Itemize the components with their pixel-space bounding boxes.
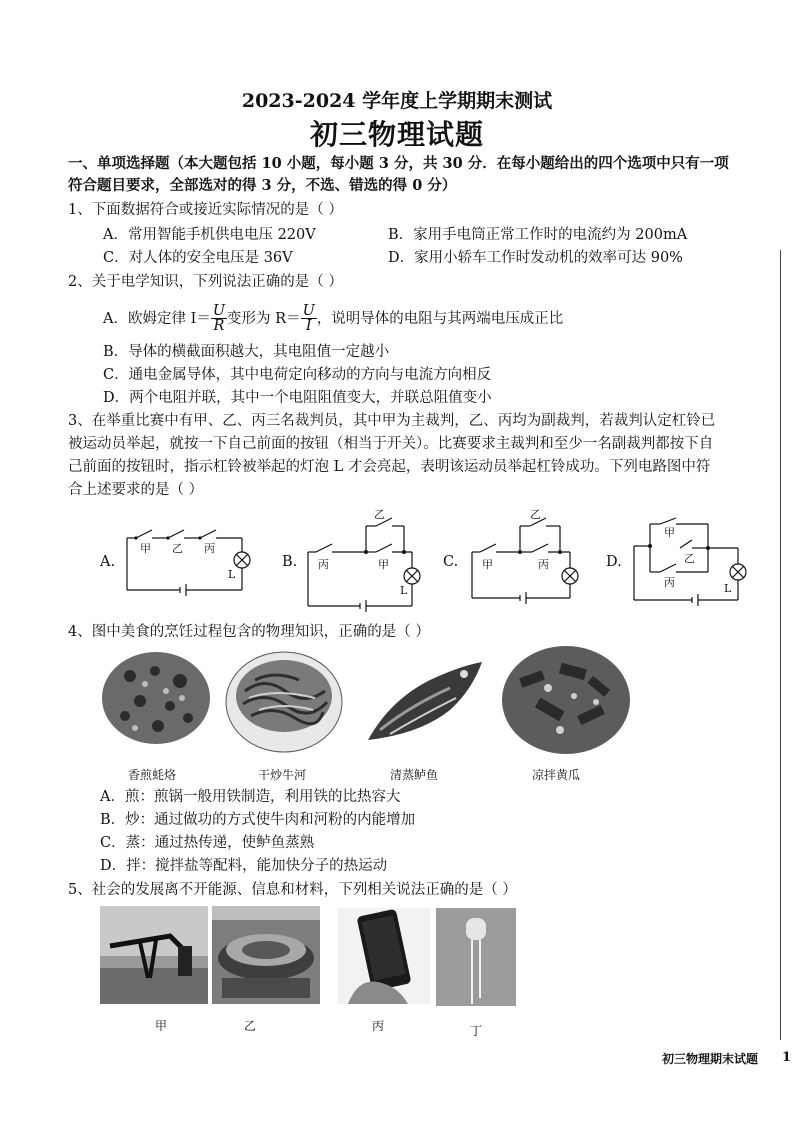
circuit-a-lamp: L bbox=[228, 568, 236, 581]
q5-caption-ding: 丁 bbox=[470, 1024, 483, 1038]
q5-caption-yi: 乙 bbox=[244, 1019, 257, 1033]
q4-option-b: B．炒：通过做功的方式使牛肉和河粉的内能增加 bbox=[100, 812, 416, 828]
page-title: 初三物理试题 bbox=[309, 118, 484, 151]
circuit-c-label: C. bbox=[443, 554, 459, 570]
frac2-num: U bbox=[302, 303, 315, 319]
q5-caption-jia: 甲 bbox=[155, 1019, 168, 1033]
q1-option-b: B．家用手电筒正常工作时的电流约为 200mA bbox=[388, 227, 688, 243]
circuit-d-yi: 乙 bbox=[684, 552, 695, 565]
page-number: 1 bbox=[782, 1050, 792, 1065]
q4-stem: 4、图中美食的烹饪过程包含的物理知识，正确的是（ ） bbox=[68, 624, 430, 640]
q2-option-b: B．导体的横截面积越大，其电阻值一定越小 bbox=[103, 344, 390, 360]
circuit-b-bing: 丙 bbox=[318, 558, 329, 571]
q1-option-a: A．常用智能手机供电电压 220V bbox=[103, 227, 316, 243]
circuit-d-jia: 甲 bbox=[664, 526, 675, 539]
circuit-c-bing: 丙 bbox=[538, 558, 549, 571]
circuit-d-bing: 丙 bbox=[664, 576, 675, 589]
q3-line2: 被运动员举起，就按一下自己前面的按钮（相当于开关）。比赛要求主裁判和至少一名副裁判都按下自 bbox=[68, 436, 714, 452]
circuit-a-yi: 乙 bbox=[172, 542, 183, 555]
circuit-diagram-a bbox=[122, 518, 262, 598]
q2-option-d: D．两个电阻并联，其中一个电阻阻值变大，并联总阻值变小 bbox=[103, 390, 492, 406]
circuit-b-label: B. bbox=[282, 554, 298, 570]
food-photo-steamed-fish bbox=[360, 650, 488, 750]
frac1-num: U bbox=[212, 303, 226, 319]
circuit-diagram-b bbox=[300, 506, 440, 612]
exam-header: 2023-2024 学年度上学期期末测试 bbox=[241, 90, 553, 112]
circuit-c-jia: 甲 bbox=[482, 558, 493, 571]
circuit-a-label: A. bbox=[100, 554, 116, 570]
circuit-a-bing: 丙 bbox=[204, 542, 215, 555]
q2-option-a-pre: A．欧姆定律 I＝ bbox=[103, 310, 211, 327]
q2-fraction-resistance bbox=[301, 304, 317, 333]
q3-line3: 己前面的按钮时，指示杠铃被举起的灯泡 L 才会亮起，表明该运动员举起杠铃成功。下列电路图中符 bbox=[68, 459, 711, 475]
page-edge-line bbox=[780, 250, 781, 1040]
food-caption-1: 香煎蚝烙 bbox=[128, 768, 177, 782]
q2-option-a bbox=[103, 304, 563, 333]
food-photo-oyster-omelette bbox=[100, 646, 212, 746]
food-caption-2: 干炒牛河 bbox=[258, 768, 307, 782]
food-caption-4: 凉拌黄瓜 bbox=[532, 768, 581, 782]
q1-option-c: C．对人体的安全电压是 36V bbox=[103, 250, 293, 266]
q2-fraction-ohm bbox=[211, 304, 227, 333]
circuit-d-label: D. bbox=[606, 554, 622, 570]
q4-option-a: A．煎：煎锅一般用铁制造，利用铁的比热容大 bbox=[100, 789, 401, 805]
q1-stem: 1、下面数据符合或接近实际情况的是（ ） bbox=[68, 202, 343, 218]
q5-photo-nuclear-reactor bbox=[212, 906, 320, 1004]
frac2-den: I bbox=[305, 318, 312, 334]
q1-option-d: D．家用小轿车工作时发动机的效率可达 90% bbox=[388, 250, 683, 266]
section-heading-line1: 一、单项选择题（本大题包括 10 小题，每小题 3 分，共 30 分．在每小题给出的四个选项中只有一项 bbox=[68, 155, 729, 172]
circuit-b-lamp: L bbox=[400, 584, 408, 597]
food-photo-beef-noodles bbox=[225, 646, 343, 754]
q2-stem: 2、关于电学知识，下列说法正确的是（ ） bbox=[68, 274, 343, 290]
q5-photo-oil-pump bbox=[100, 906, 208, 1004]
frac1-den: R bbox=[213, 318, 225, 334]
circuit-a-jia: 甲 bbox=[140, 542, 151, 555]
section-heading-line2: 符合题目要求，全部选对的得 3 分，不选、错选的得 0 分） bbox=[68, 177, 457, 194]
q2-option-a-post: ，说明导体的电阻与其两端电压成正比 bbox=[316, 310, 564, 327]
q3-line4: 合上述要求的是（ ） bbox=[68, 482, 204, 498]
circuit-b-jia: 甲 bbox=[378, 558, 389, 571]
q4-option-d: D．拌：搅拌盐等配料，能加快分子的热运动 bbox=[100, 858, 388, 874]
q5-photo-led bbox=[436, 908, 516, 1006]
q5-stem: 5、社会的发展离不开能源、信息和材料，下列相关说法正确的是（ ） bbox=[68, 882, 517, 898]
q3-line1: 3、在举重比赛中有甲、乙、丙三名裁判员，其中甲为主裁判，乙、丙均为副裁判，若裁判认定杠铃已 bbox=[68, 413, 716, 429]
food-photo-cucumber-salad bbox=[500, 644, 632, 756]
q4-option-c: C．蒸：通过热传递，使鲈鱼蒸熟 bbox=[100, 835, 315, 851]
footer-title: 初三物理期末试题 bbox=[662, 1052, 759, 1066]
circuit-diagram-c bbox=[464, 506, 594, 606]
circuit-b-yi: 乙 bbox=[374, 508, 385, 521]
food-caption-3: 清蒸鲈鱼 bbox=[390, 768, 439, 782]
q5-caption-bing: 丙 bbox=[372, 1019, 385, 1033]
circuit-d-lamp: L bbox=[724, 582, 732, 595]
q2-option-c: C．通电金属导体，其中电荷定向移动的方向与电流方向相反 bbox=[103, 367, 492, 383]
q2-option-a-mid: 变形为 R＝ bbox=[227, 310, 301, 327]
circuit-diagram-d bbox=[628, 510, 753, 610]
circuit-c-yi: 乙 bbox=[530, 508, 541, 521]
q5-photo-smartphone bbox=[338, 908, 430, 1004]
